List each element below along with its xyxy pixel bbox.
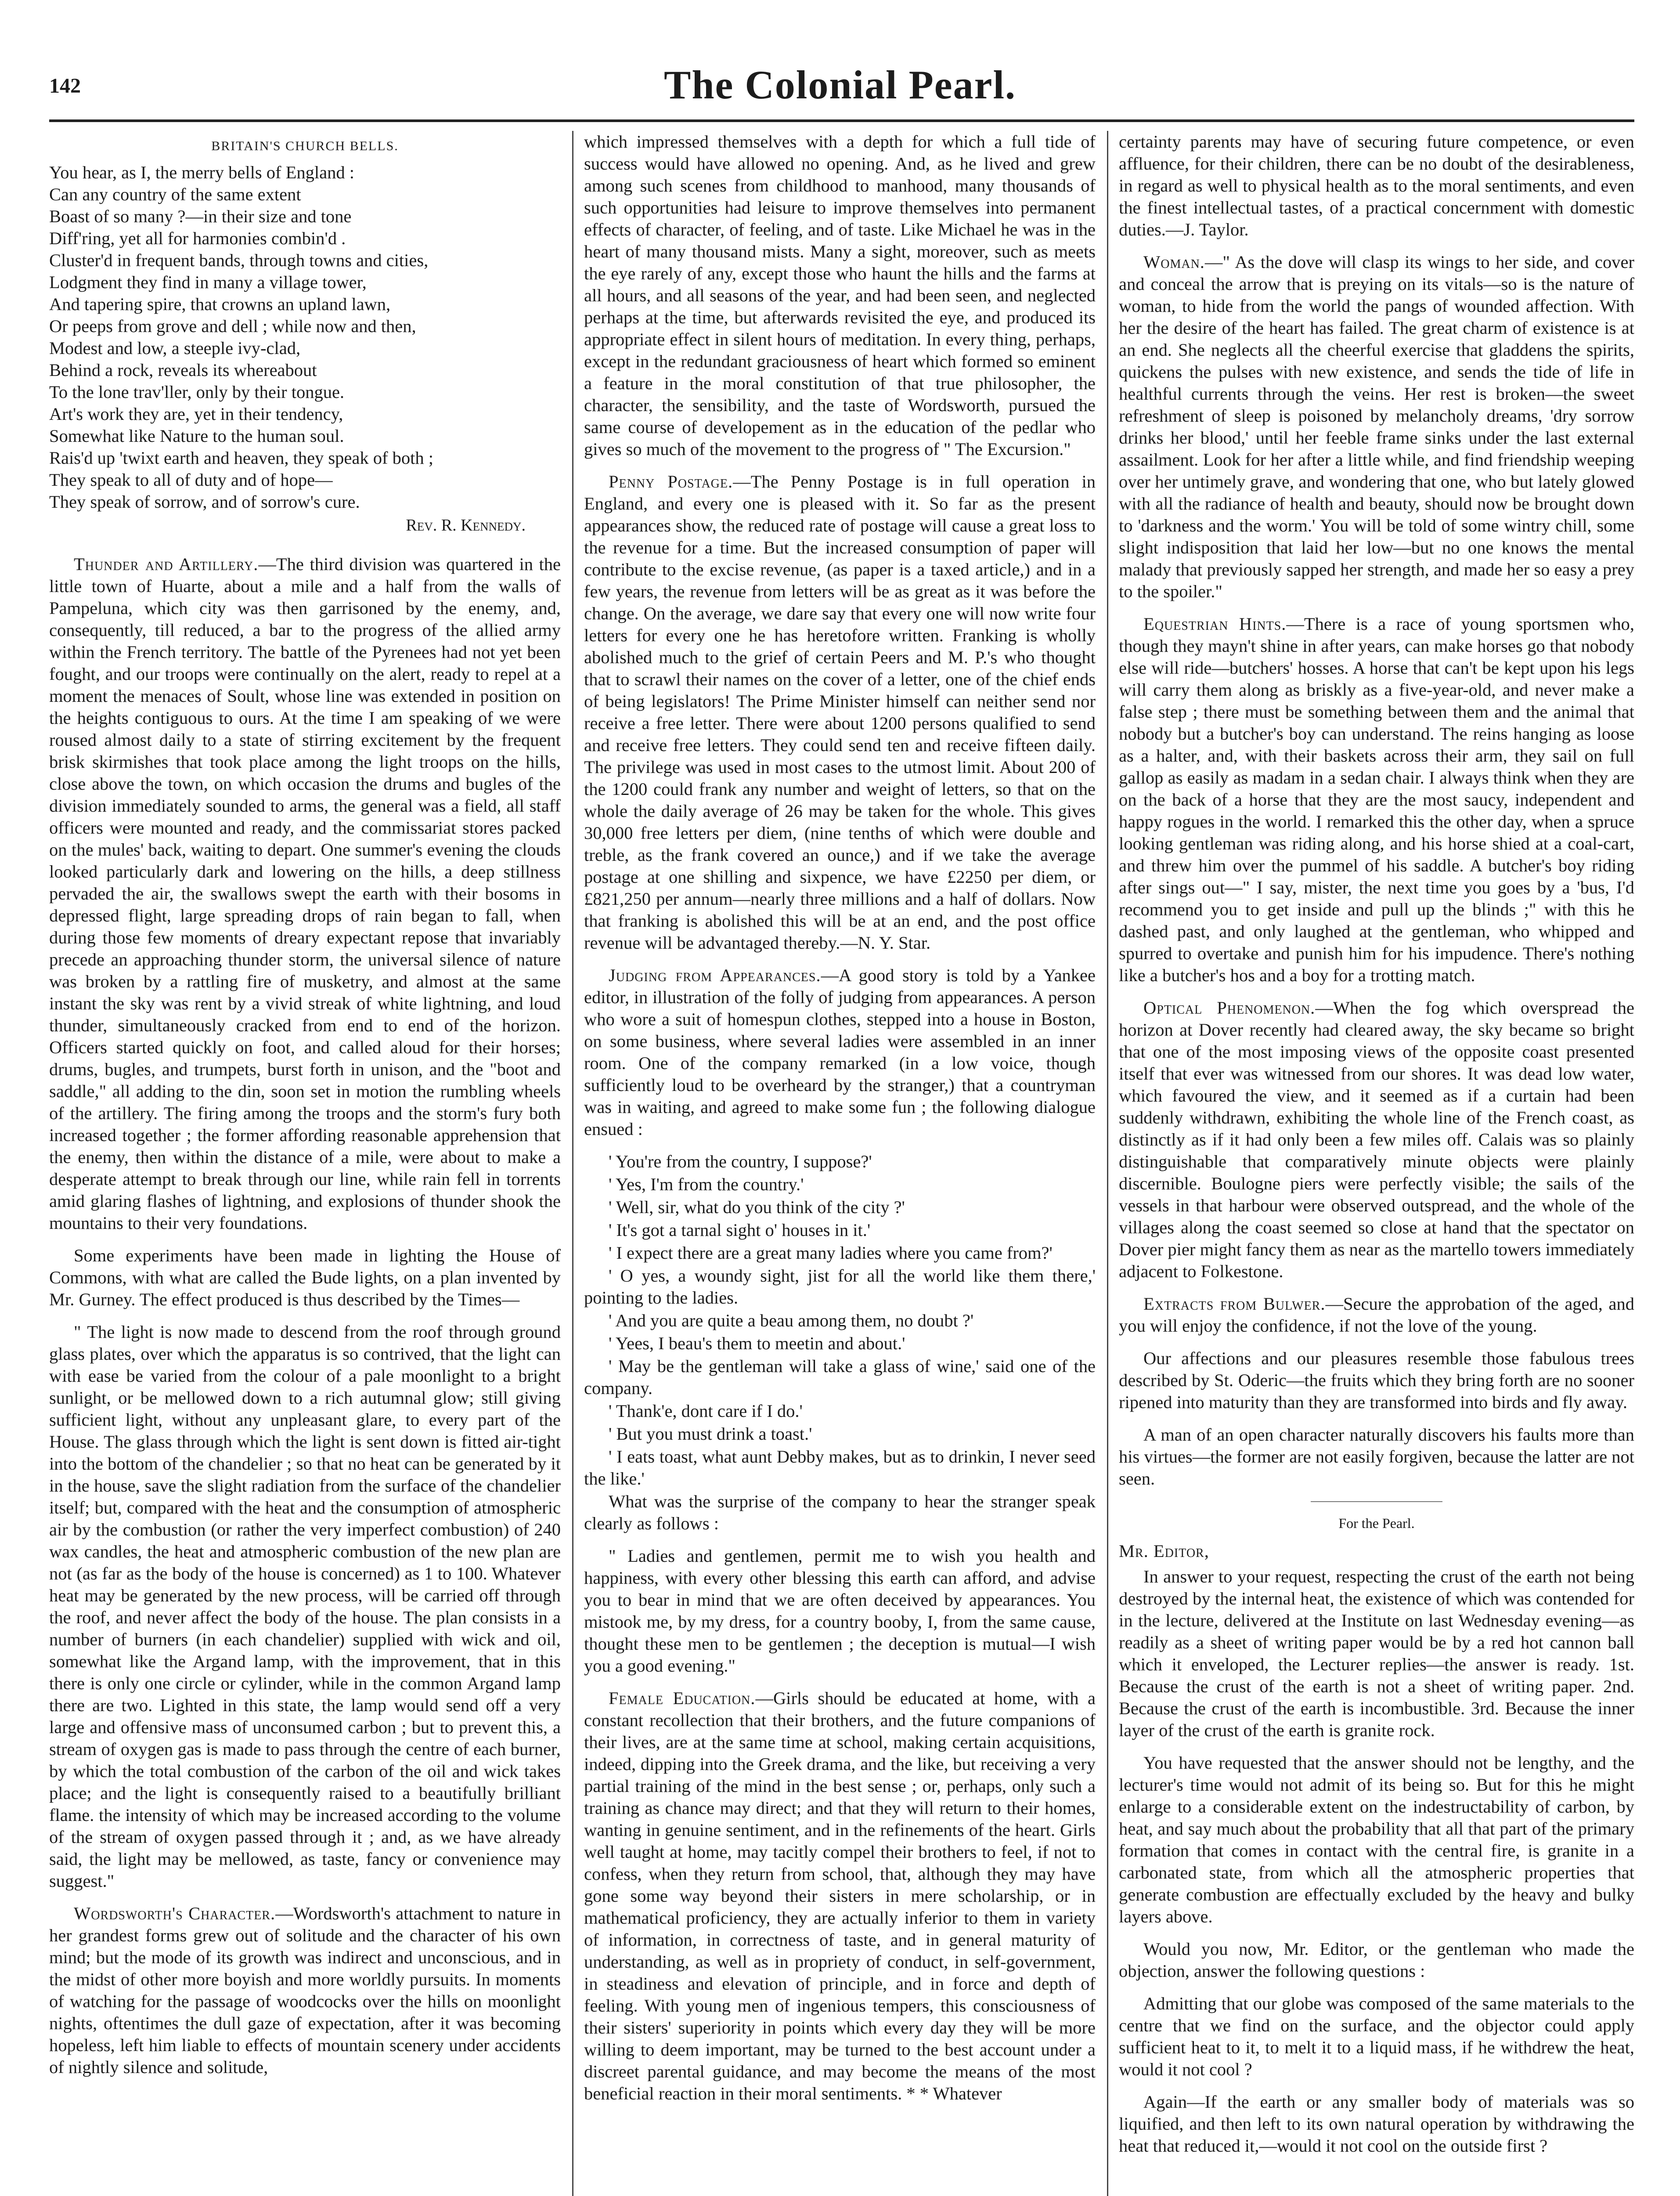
article-lead: Equestrian Hints. (1143, 614, 1287, 634)
article-wordsworth (49, 1903, 561, 2078)
article-body: —The third division was quartered in the little town of Huarte, about a mile and a half from the walls of Pampeluna, which city was then garrisoned by the enemy, and, consequently, till reduced, a bar to the progress of the allied army within the French territory. The battle of the Pyrenees had not yet been fought, and our troops were continually on the alert, ready to repel at a moment the menaces of Soult, whose line was extended in position on the heights contiguous to ours. At the time I am speaking of we were roused almost daily to a state of stirring excitement by the frequent brisk skirmishes that took place among the light troops on the hills, close above the town, on which occasion the drums and bugles of the division immediately sounded to arms, the general was a field, all staff officers were mounted and ready, and the commissariat stores packed on the mules' back, waiting to depart. One summer's evening the clouds looked particularly dark and lowering on the hills, a deep stillness pervaded the air, the swallows swept the earth with their bosoms in depressed flight, large spreading drops of rain began to fall, when during those few moments of dreary expectant repose that invariably precede an approaching thunder storm, the universal silence of nature was broken by a rattling fire of musketry, and almost at the same instant the sky was rent by a vivid streak of white lightning, and loud thunder, simultaneously cracked from end to end of the horizon. Officers started quickly on foot, and called aloud for their horses; drums, bugles, and trumpets, burst forth in unison, and the "boot and saddle," all adding to the din, soon set in motion the rumbling wheels of the artillery. The firing among the troops and the storm's fury both increased together ; the former affording reasonable apprehension that the enemy, then within the distance of a mile, were about to make a desperate attempt to break through our line, while rain fell in torrents amid glaring flashes of lightning, and explosions of thunder shook the mountains to their very foundations. (49, 554, 561, 1233)
bulwer-paragraph: Our affections and our pleasures resemble those fabulous trees described by St. Oderic—the fruits which they bring forth are no sooner ripened into maturity than they are transformed into birds and fly away. (1119, 1348, 1634, 1412)
dialogue-line: ' May be the gentleman will take a glass of wine,' said one of the company. (584, 1356, 1096, 1398)
article-body: —There is a race of young sportsmen who, though they mayn't shine in after years, can make horses go that nobody else will ride—butchers' hosses. A horse that can't be kept upon his legs will carry them along as briskly as a five-year-old, and never make a false step ; there must be something between them and the animal that nobody but a butcher's boy can understand. The reins hanging as loose as a halter, and, with their baskets across their arm, they sail on full gallop as easily as madam in a sedan chair. I always think when they are on the back of a horse that they are the most saucy, independent and happy rogues in the world. I remarked this the other day, when a spruce looking gentleman was riding along, and his horse shied at a coal-cart, and threw him over the pummel of his saddle. A butcher's boy riding after sings out—" I say, mister, the next time you goes by a 'bus, I'd recommend you to get inside and pull up the blinds ;" with this he dashed past, and only laughed at the gentleman, who whipped and spurred to overtake and punish him for his impudence. There's nothing like a butcher's hos and a boy for a trotting match. (1119, 614, 1634, 985)
article-lead: Extracts from Bulwer. (1143, 1294, 1326, 1314)
dialogue-line: ' Yees, I beau's them to meetin and about.' (609, 1333, 905, 1353)
dialogue-line: ' I eats toast, what aunt Debby makes, but as to drinkin, I never seed the like.' (584, 1447, 1096, 1488)
column-divider (572, 131, 573, 2196)
poem-line: Cluster'd in frequent bands, through towns and cities, (49, 250, 429, 270)
article-body: —Secure the approbation of the aged, and you will enjoy the confidence, if not the love of the young. (1119, 1294, 1634, 1336)
poem-line: Somewhat like Nature to the human soul. (49, 426, 344, 446)
article-female-cont: certainty parents may have of securing future competence, or even affluence, for their children, there can be no doubt of the desirableness, in regard as well to physical health as to the moral sentiments, and even the finest intellectual tastes, of a practical concernment with domestic duties.—J. Taylor. (1119, 132, 1634, 239)
article-body: —A good story is told by a Yankee editor, in illustration of the folly of judging from appearances. A person who wore a suit of homespun clothes, stepped into a house in Boston, on some business, where several ladies were assembled in an inner room. One of the company remarked (in a low voice, though sufficiently loud to be overheard by the stranger,) that a countryman was in waiting, and agreed to make some fun ; the following dialogue ensued : (584, 965, 1096, 1139)
dialogue-line: ' O yes, a woundy sight, jist for all the world like them there,' pointing to the ladies. (584, 1266, 1096, 1307)
poem-line: Behind a rock, reveals its whereabout (49, 360, 317, 380)
poem-line: Rais'd up 'twixt earth and heaven, they speak of both ; (49, 448, 434, 468)
dialogue-line: ' Yes, I'm from the country.' (609, 1174, 804, 1194)
article-body: —Girls should be educated at home, with a constant recollection that their brothers, and the future companions of their lives, are at the same time at school, making certain acquisitions, indeed, dipping into the Greek drama, and the like, but receiving a very partial training of the mind in the best sense ; or, perhaps, only such a training as chance may direct; and that they will return to their homes, wanting in genuine sentiment, and in the refinements of the heart. Girls well taught at home, may tacitly compel their brothers to feel, if not to confess, when they return from school, that, although they may have gone some way beyond their sisters in mere scholarship, or in mathematical proficiency, they are actually inferior to them in variety of information, in correctness of taste, and in general maturity of understanding, as well as in propriety of conduct, in self-government, in steadiness and elevation of principle, and in force and depth of feeling. With young men of ingenious tempers, this consciousness of their sisters' superiority in points which every day they will be more willing to deem important, may be turned to the best account under a discreet parental guidance, and may become the means of the most beneficial reaction in their moral sentiments. * * Whatever (584, 1688, 1096, 2103)
article-lead: Optical Phenomenon. (1143, 998, 1316, 1018)
article-female-education (584, 1687, 1096, 2105)
poem-line: Can any country of the same extent (49, 184, 301, 204)
article-thunder (49, 553, 561, 1234)
header-rule (49, 119, 1634, 122)
article-optical (1119, 997, 1634, 1282)
article-equestrian (1119, 613, 1634, 986)
letter-paragraph: Admitting that our globe was composed of the same materials to the centre that we find on the surface, and the objector could apply sufficient heat to it, to melt it to a liquid mass, if he withdrew the heat, would it not cool ? (1119, 1994, 1634, 2079)
dialogue-line: ' But you must drink a toast.' (609, 1424, 812, 1444)
poem-line: To the lone trav'ller, only by their tongue. (49, 382, 345, 402)
article-body: —" As the dove will clasp its wings to her side, and cover and conceal the arrow that is preying on its vitals—so is the nature of woman, to hide from the world the pangs of wounded affection. With her the desire of the heart has failed. The great charm of existence is at an end. She neglects all the cheerful exercise that gladdens the spirits, quickens the pulses with new existence, and sends the tide of life in healthful currents through the veins. Her rest is broken—the sweet refreshment of sleep is poisoned by melancholy dreams, 'dry sorrow drinks her blood,' until her feeble frame sinks under the last external assailment. Look for her after a little while, and find friendship weeping over her untimely grave, and wondering that one, who but lately glowed with all the radiance of health and beauty, should now be brought down to 'darkness and the worm.' You will be told of some wintry chill, some slight indisposition that laid her low—but no one knows the mental malady that previously sapped her strength, and made her so easy a prey to the spoiler." (1119, 252, 1634, 601)
poem-title: BRITAIN'S CHURCH BELLS. (211, 139, 399, 153)
poem-line: Art's work they are, yet in their tendency, (49, 404, 343, 424)
letter-paragraph: Again—If the earth or any smaller body of materials was so liquified, and then left to its own natural operation by withdrawing the heat that reduced it,—would it not cool on the outside first ? (1119, 2092, 1634, 2156)
poem (49, 162, 561, 538)
column-2 (584, 131, 1096, 2196)
article-bude-intro: Some experiments have been made in lighting the House of Commons, with what are called the Bude lights, on a plan invented by Mr. Gurney. The effect produced is thus described by the Times— (49, 1246, 561, 1309)
dialogue-line: ' It's got a tarnal sight o' houses in it.' (609, 1220, 871, 1240)
dialogue-line: ' Thank'e, dont care if I do.' (609, 1401, 803, 1421)
dialogue-line: ' And you are quite a beau among them, no doubt ?' (609, 1311, 974, 1330)
dialogue-line: ' Well, sir, what do you think of the city ?' (609, 1197, 905, 1217)
article-judging-quote: " Ladies and gentlemen, permit me to wish you health and happiness, with every other blessing this earth can afford, and advise you to bear in mind that we are often deceived by appearances. You mistook me, by my dress, for a country booby, I, from the same cause, thought these men to be gentlemen ; the deception is mutual—I wish you a good evening." (584, 1546, 1096, 1676)
poem-line: Modest and low, a steeple ivy-clad, (49, 338, 301, 358)
poem-line: They speak to all of duty and of hope— (49, 470, 333, 490)
poem-line: Or peeps from grove and dell ; while now and then, (49, 316, 416, 336)
article-body: —Wordsworth's attachment to nature in her grandest forms grew out of solitude and the character of his own mind; but the mode of its growth was indirect and unconscious, and in the midst of other more boyish and more worldly pursuits. In moments of watching for the passage of woodcocks over the hills on moonlight nights, oftentimes the dull gaze of expectation, after it was becoming hopeless, left him liable to effects of mountain scenery under accidents of nightly silence and solitude, (49, 1903, 561, 2077)
article-lead: Wordsworth's Character. (74, 1903, 276, 1923)
column-3 (1119, 131, 1634, 2196)
page-number: 142 (49, 74, 81, 98)
letter-paragraph: You have requested that the answer should not be lengthy, and the lecturer's time would not admit of its being so. But for this he might enlarge to a considerable extent on the indestructability of carbon, by heat, and say much about the probability that all that part of the primary formation that comes in contact with the central fire, is granite in a carbonated state, from which all the atmospheric properties that generate combustion are effectually excluded by the heavy and bulky layers above. (1119, 1753, 1634, 1926)
salutation: Mr. Editor, (1119, 1541, 1209, 1561)
article-body: —The Penny Postage is in full operation in England, and every one is pleased with it. So far as the present appearances show, the reduced rate of postage will cause a great loss to the revenue for a time. But the increased consumption of paper will contribute to the excise revenue, (as paper is a taxed article,) and in a few years, the revenue from letters will be as great as it was before the change. On the average, we dare say that every one will now write four letters for every one he has heretofore written. Franking is wholly abolished much to the grief of certain Peers and M. P.'s who thought that to scrawl their names on the cover of a letter, one of the chief ends of being legislators! The Prime Minister himself can neither send nor receive a free letter. There were about 1200 persons qualified to send and receive free letters. They could send ten and receive fifteen daily. The privilege was used in most cases to the utmost limit. About 200 of the 1200 could frank any number and weight of letters, so that on the whole the daily average of 26 may be taken for the whole. This gives 30,000 free letters per diem, (nine tenths of which were double and treble, as the frank covered an ounce,) and if we take the average postage at one shilling and sixpence, we have £2250 per diem, or £821,250 per annum—nearly three millions and a half of dollars. Now that franking is abolished this will be at an end, and the post office revenue will be advantaged thereby.—N. Y. Star. (584, 472, 1096, 953)
dialogue-line: ' I expect there are a great many ladies where you came from?' (609, 1243, 1053, 1263)
column-divider (1107, 131, 1108, 2196)
article-lead: Woman. (1143, 252, 1205, 272)
dialogue-line: ' You're from the country, I suppose?' (609, 1152, 872, 1171)
article-bude-quote: " The light is now made to descend from the roof through ground glass plates, over which the apparatus is so contrived, that the light can with ease be varied from the colour of a pale moonlight to a bright sunlight, or be mellowed down to a rich autumnal glow; still giving sufficient light, without any unpleasant glare, to every part of the House. The glass through which the light is sent down is fitted air-tight into the bottom of the chandelier ; so that no heat can be generated by it in the house, save the slight radiation from the surface of the chandelier itself; but, compared with the heat and the consumption of atmospheric air by the combustion (or rather the very imperfect combustion) of 240 wax candles, the heat and atmospheric combustion of the new plan are not (as far as the body of the house is concerned) as 1 to 100. Whatever heat may be generated by the new process, will be carried off through the roof, and never affect the body of the house. The plan consists in a number of burners (in each chandelier) supplied with wick and oil, somewhat like the Argand lamp, with the improvement, that in this there is only one circle or cylinder, while in the common Argand lamp there are two. Lighted in this state, the lamp would send off a very large and offensive mass of unconsumed carbon ; but to prevent this, a stream of oxygen gas is made to pass through the centre of each burner, by which the total combustion of the carbon of the oil and wick takes place; and the light is consequently raised to a beautifully brilliant flame. the intensity of which may be increased according to the volume of the stream of oxygen passed through it ; and, as we have already said, the light may be mellowed, as taste, fancy or convenience may suggest." (49, 1322, 561, 1891)
poem-line: Lodgment they find in many a village tower, (49, 272, 367, 292)
letter-paragraph: Would you now, Mr. Editor, or the gentleman who made the objection, answer the following questions : (1119, 1939, 1634, 1981)
poem-line: And tapering spire, that crowns an upland lawn, (49, 294, 391, 314)
column-1 (49, 131, 561, 2196)
section-heading: For the Pearl. (1338, 1515, 1415, 1531)
poem-line: Diff'ring, yet all for harmonies combin'd . (49, 228, 346, 248)
article-lead: Judging from Appearances. (609, 965, 821, 985)
poem-line: Boast of so many ?—in their size and tone (49, 206, 352, 226)
poem-signature: Rev. R. Kennedy. (406, 516, 526, 535)
poem-line: They speak of sorrow, and of sorrow's cure. (49, 492, 360, 512)
article-wordsworth-cont: which impressed themselves with a depth for which a full tide of success would have allowed no opening. And, as he lived and grew among such scenes from childhood to manhood, many thousands of such opportunities had leisure to improve themselves into permanent effects of character, of feeling, and of taste. Like Michael he was in the heart of many thousand mists. Many a sight, moreover, such as meets the eye rarely of any, except those who haunt the hills and the farms at all hours, and all seasons of the year, and had been seen, and neglected perhaps at the time, but afterwards revisited the eye, and produced its appropriate effect in silent hours of meditation. In every thing, perhaps, except in the redundant graciousness of heart which formed so eminent a feature in the moral constitution of that true philosopher, the character, the sensibility, and the taste of Wordsworth, pursued the same course of developement as in the education of the pedlar who gives so much of the movement to the progress of " The Excursion." (584, 132, 1096, 459)
article-bulwer (1119, 1293, 1634, 1337)
article-judging (584, 964, 1096, 1140)
article-judging-end: What was the surprise of the company to hear the stranger speak clearly as follows : (584, 1492, 1096, 1533)
article-penny-postage (584, 471, 1096, 954)
article-lead: Penny Postage. (609, 472, 733, 491)
poem-line: You hear, as I, the merry bells of England : (49, 163, 354, 182)
article-lead: Thunder and Artillery. (74, 554, 259, 574)
letter-paragraph: In answer to your request, respecting the crust of the earth not being destroyed by the internal heat, the existence of which was contended for in the lecture, delivered at the Institute on last Wednesday evening—as readily as a sheet of writing paper would be by a red hot cannon ball which it enveloped, the Lecturer replies—the answer is ready. 1st. Because the crust of the earth is not a sheet of writing paper. 2nd. Because the crust of the earth is incombustible. 3rd. Because the inner layer of the crust of the earth is granite rock. (1119, 1567, 1634, 1740)
article-woman (1119, 251, 1634, 603)
bulwer-paragraph: A man of an open character naturally discovers his faults more than his virtues—the former are not easily forgiven, because the latter are not seen. (1119, 1425, 1634, 1488)
section-divider (1311, 1501, 1442, 1502)
masthead-title: The Colonial Pearl. (663, 62, 1017, 107)
article-lead: Female Education. (609, 1688, 756, 1708)
article-body: —When the fog which overspread the horizon at Dover recently had cleared away, the sky became so bright that one of the most imposing views of the opposite coast presented itself that ever was witnessed from our shores. It was dead low water, which favoured the view, and it seemed as if a curtain had been suddenly withdrawn, exhibiting the whole line of the French coast, as distinctly as if it had only been a few miles off. Calais was so plainly distinguishable that comparatively minute objects were plainly discernible. Boulogne piers were perfectly visible; the sails of the vessels in that harbour were observed outspread, and the whole of the villages along the coast seemed so close at hand that the spectator on Dover pier might fancy them as near as the martello towers immediately adjacent to Folkestone. (1119, 998, 1634, 1281)
